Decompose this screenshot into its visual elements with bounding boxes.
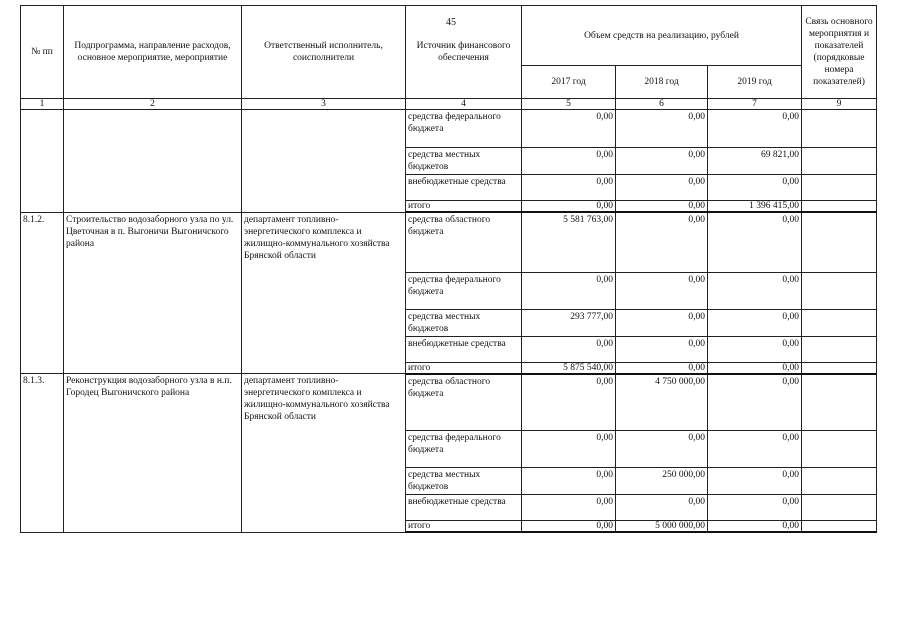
col-number: 6 bbox=[616, 99, 708, 110]
col-number: 5 bbox=[522, 99, 616, 110]
cell-source: итого bbox=[406, 521, 522, 533]
cell-link bbox=[802, 374, 877, 431]
cell-2017: 293 777,00 bbox=[522, 309, 616, 336]
cell-2018: 0,00 bbox=[616, 201, 708, 213]
cell-executor bbox=[242, 110, 406, 213]
cell-2017: 0,00 bbox=[522, 495, 616, 521]
cell-2018: 250 000,00 bbox=[616, 468, 708, 495]
cell-2018: 0,00 bbox=[616, 110, 708, 148]
cell-2018: 0,00 bbox=[616, 148, 708, 175]
cell-link bbox=[802, 362, 877, 374]
cell-executor: департамент топливно-энергетического комплекса и жилищно-коммунального хозяйства Брянской области bbox=[242, 212, 406, 374]
cell-2017: 0,00 bbox=[522, 374, 616, 431]
header-program: Подпрограмма, направление расходов, основное мероприятие, мероприятие bbox=[64, 6, 242, 99]
cell-2019: 0,00 bbox=[708, 175, 802, 201]
cell-link bbox=[802, 495, 877, 521]
cell-program: Строительство водозаборного узла по ул. Цветочная в п. Выгоничи Выгоничского района bbox=[64, 212, 242, 374]
header-2019: 2019 год bbox=[708, 66, 802, 99]
cell-2019: 1 396 415,00 bbox=[708, 201, 802, 213]
col-number: 1 bbox=[21, 99, 64, 110]
cell-2019: 0,00 bbox=[708, 336, 802, 362]
header-source: Источник финансового обеспечения bbox=[406, 6, 522, 99]
table-row bbox=[21, 374, 877, 431]
cell-2017: 0,00 bbox=[522, 431, 616, 468]
cell-program: Реконструкция водозаборного узла в н.п. Городец Выгоничского района bbox=[64, 374, 242, 533]
header-executor: Ответственный исполнитель, соисполнители bbox=[242, 6, 406, 99]
cell-num bbox=[21, 110, 64, 213]
table-row bbox=[21, 110, 877, 148]
header-volume: Объем средств на реализацию, рублей bbox=[522, 6, 802, 66]
cell-source: итого bbox=[406, 201, 522, 213]
table-row bbox=[21, 212, 877, 272]
cell-2019: 69 821,00 bbox=[708, 148, 802, 175]
cell-source: средства местных бюджетов bbox=[406, 309, 522, 336]
cell-2019: 0,00 bbox=[708, 309, 802, 336]
col-number: 9 bbox=[802, 99, 877, 110]
cell-source: средства областного бюджета bbox=[406, 212, 522, 272]
cell-source: внебюджетные средства bbox=[406, 336, 522, 362]
header-num: № пп bbox=[21, 6, 64, 99]
cell-link bbox=[802, 175, 877, 201]
cell-link bbox=[802, 309, 877, 336]
header-link: Связь основного мероприятия и показателей (порядковые номера показателей) bbox=[802, 6, 877, 99]
cell-2019: 0,00 bbox=[708, 468, 802, 495]
cell-source: внебюджетные средства bbox=[406, 495, 522, 521]
cell-link bbox=[802, 272, 877, 309]
page-number: 45 bbox=[446, 17, 456, 28]
column-numbers-row bbox=[21, 99, 877, 110]
cell-2018: 0,00 bbox=[616, 309, 708, 336]
cell-source: средства федерального бюджета bbox=[406, 431, 522, 468]
cell-source: внебюджетные средства bbox=[406, 175, 522, 201]
cell-2019: 0,00 bbox=[708, 495, 802, 521]
cell-source: средства федерального бюджета bbox=[406, 272, 522, 309]
cell-source: средства федерального бюджета bbox=[406, 110, 522, 148]
cell-2019: 0,00 bbox=[708, 362, 802, 374]
cell-link bbox=[802, 148, 877, 175]
cell-2019: 0,00 bbox=[708, 374, 802, 431]
cell-2017: 0,00 bbox=[522, 336, 616, 362]
col-number: 2 bbox=[64, 99, 242, 110]
cell-link bbox=[802, 431, 877, 468]
cell-link bbox=[802, 521, 877, 533]
cell-2018: 5 000 000,00 bbox=[616, 521, 708, 533]
cell-source: средства местных бюджетов bbox=[406, 148, 522, 175]
cell-2018: 0,00 bbox=[616, 336, 708, 362]
cell-2017: 0,00 bbox=[522, 148, 616, 175]
cell-2017: 0,00 bbox=[522, 272, 616, 309]
cell-2019: 0,00 bbox=[708, 431, 802, 468]
col-number: 3 bbox=[242, 99, 406, 110]
cell-2017: 0,00 bbox=[522, 521, 616, 533]
cell-2018: 0,00 bbox=[616, 362, 708, 374]
cell-2017: 5 875 540,00 bbox=[522, 362, 616, 374]
header-2018: 2018 год bbox=[616, 66, 708, 99]
cell-2019: 0,00 bbox=[708, 110, 802, 148]
header-2017: 2017 год bbox=[522, 66, 616, 99]
cell-2018: 0,00 bbox=[616, 212, 708, 272]
col-number: 4 bbox=[406, 99, 522, 110]
cell-2018: 0,00 bbox=[616, 175, 708, 201]
cell-2019: 0,00 bbox=[708, 212, 802, 272]
cell-2017: 0,00 bbox=[522, 110, 616, 148]
cell-source: средства местных бюджетов bbox=[406, 468, 522, 495]
cell-2017: 0,00 bbox=[522, 201, 616, 213]
cell-2019: 0,00 bbox=[708, 521, 802, 533]
cell-2018: 4 750 000,00 bbox=[616, 374, 708, 431]
cell-2018: 0,00 bbox=[616, 431, 708, 468]
cell-2017: 0,00 bbox=[522, 468, 616, 495]
cell-source: средства областного бюджета bbox=[406, 374, 522, 431]
col-number: 7 bbox=[708, 99, 802, 110]
cell-2018: 0,00 bbox=[616, 272, 708, 309]
cell-program bbox=[64, 110, 242, 213]
cell-executor: департамент топливно-энергетического комплекса и жилищно-коммунального хозяйства Брянской области bbox=[242, 374, 406, 533]
cell-source: итого bbox=[406, 362, 522, 374]
cell-num: 8.1.3. bbox=[21, 374, 64, 533]
cell-link bbox=[802, 468, 877, 495]
cell-2017: 0,00 bbox=[522, 175, 616, 201]
cell-2018: 0,00 bbox=[616, 495, 708, 521]
cell-num: 8.1.2. bbox=[21, 212, 64, 374]
cell-link bbox=[802, 201, 877, 213]
cell-2017: 5 581 763,00 bbox=[522, 212, 616, 272]
budget-table bbox=[20, 5, 877, 533]
cell-link bbox=[802, 212, 877, 272]
cell-link bbox=[802, 110, 877, 148]
cell-2019: 0,00 bbox=[708, 272, 802, 309]
cell-link bbox=[802, 336, 877, 362]
